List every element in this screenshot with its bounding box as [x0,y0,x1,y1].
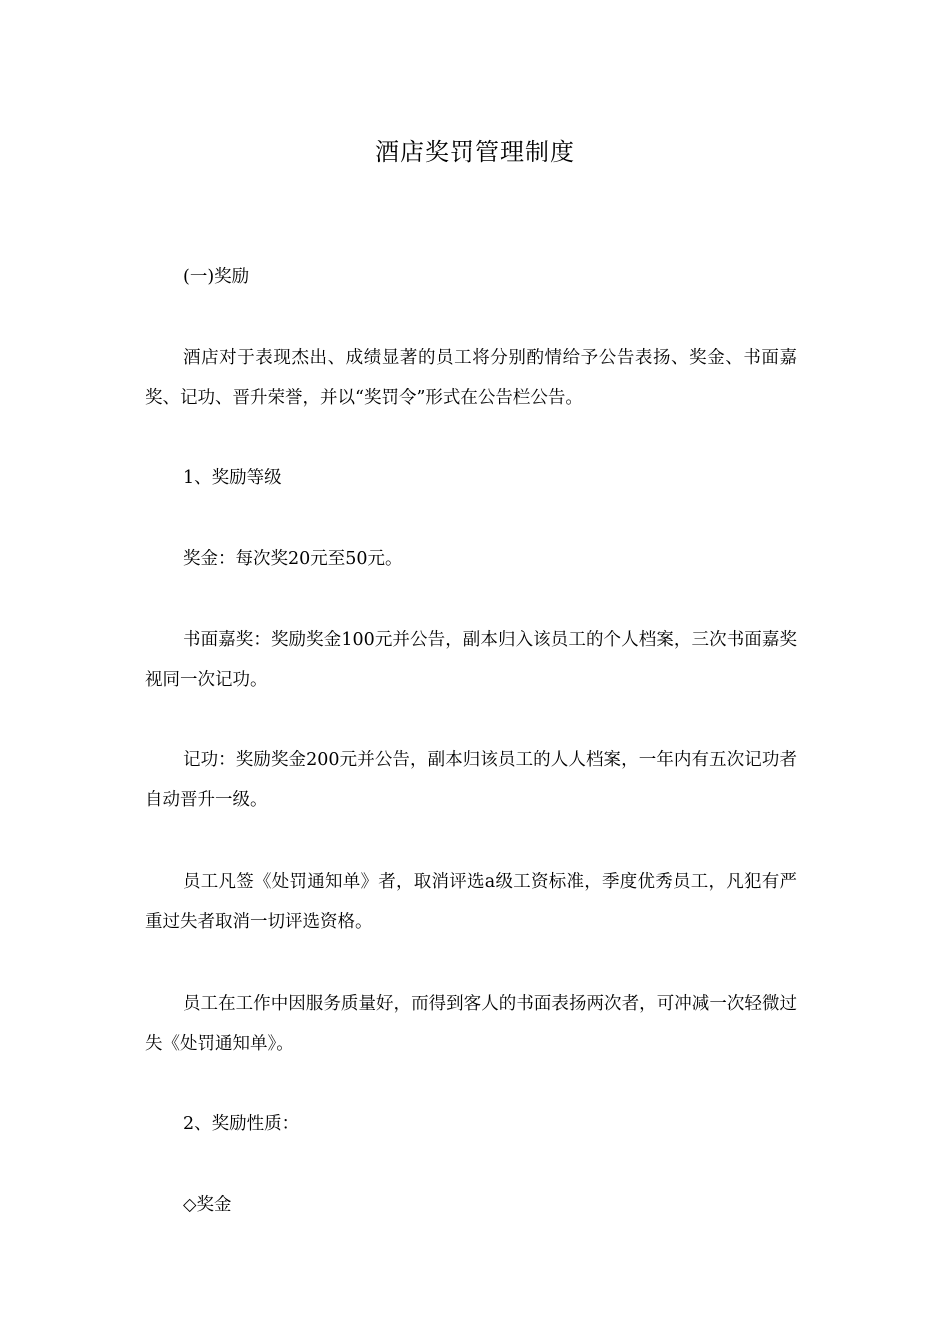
paragraph-penalty-notice: 员工凡签《处罚通知单》者，取消评选a级工资标准，季度优秀员工，凡犯有严重过失者取消一切评选资格。 [145,872,797,932]
list-item-bonus: ◇奖金 [183,1195,232,1215]
document-title: 酒店奖罚管理制度 [375,138,575,166]
paragraph-written-commendation: 书面嘉奖：奖励奖金100元并公告，副本归入该员工的个人档案，三次书面嘉奖视同一次记功。 [145,630,797,690]
section-heading-rewards: (一)奖励 [183,267,250,287]
paragraph-customer-praise: 员工在工作中因服务质量好，而得到客人的书面表扬两次者，可冲减一次轻微过失《处罚通知单》。 [145,994,797,1054]
paragraph-merit: 记功：奖励奖金200元并公告，副本归该员工的人人档案，一年内有五次记功者自动晋升一级。 [145,750,797,810]
subheading-reward-nature: 2、奖励性质： [183,1114,300,1134]
paragraph-bonus: 奖金：每次奖20元至50元。 [183,549,403,569]
paragraph-rewards-intro: 酒店对于表现杰出、成绩显著的员工将分别酌情给予公告表扬、奖金、书面嘉奖、记功、晋升荣誉，并以“奖罚令”形式在公告栏公告。 [145,348,797,408]
subheading-reward-levels: 1、奖励等级 [183,468,282,488]
